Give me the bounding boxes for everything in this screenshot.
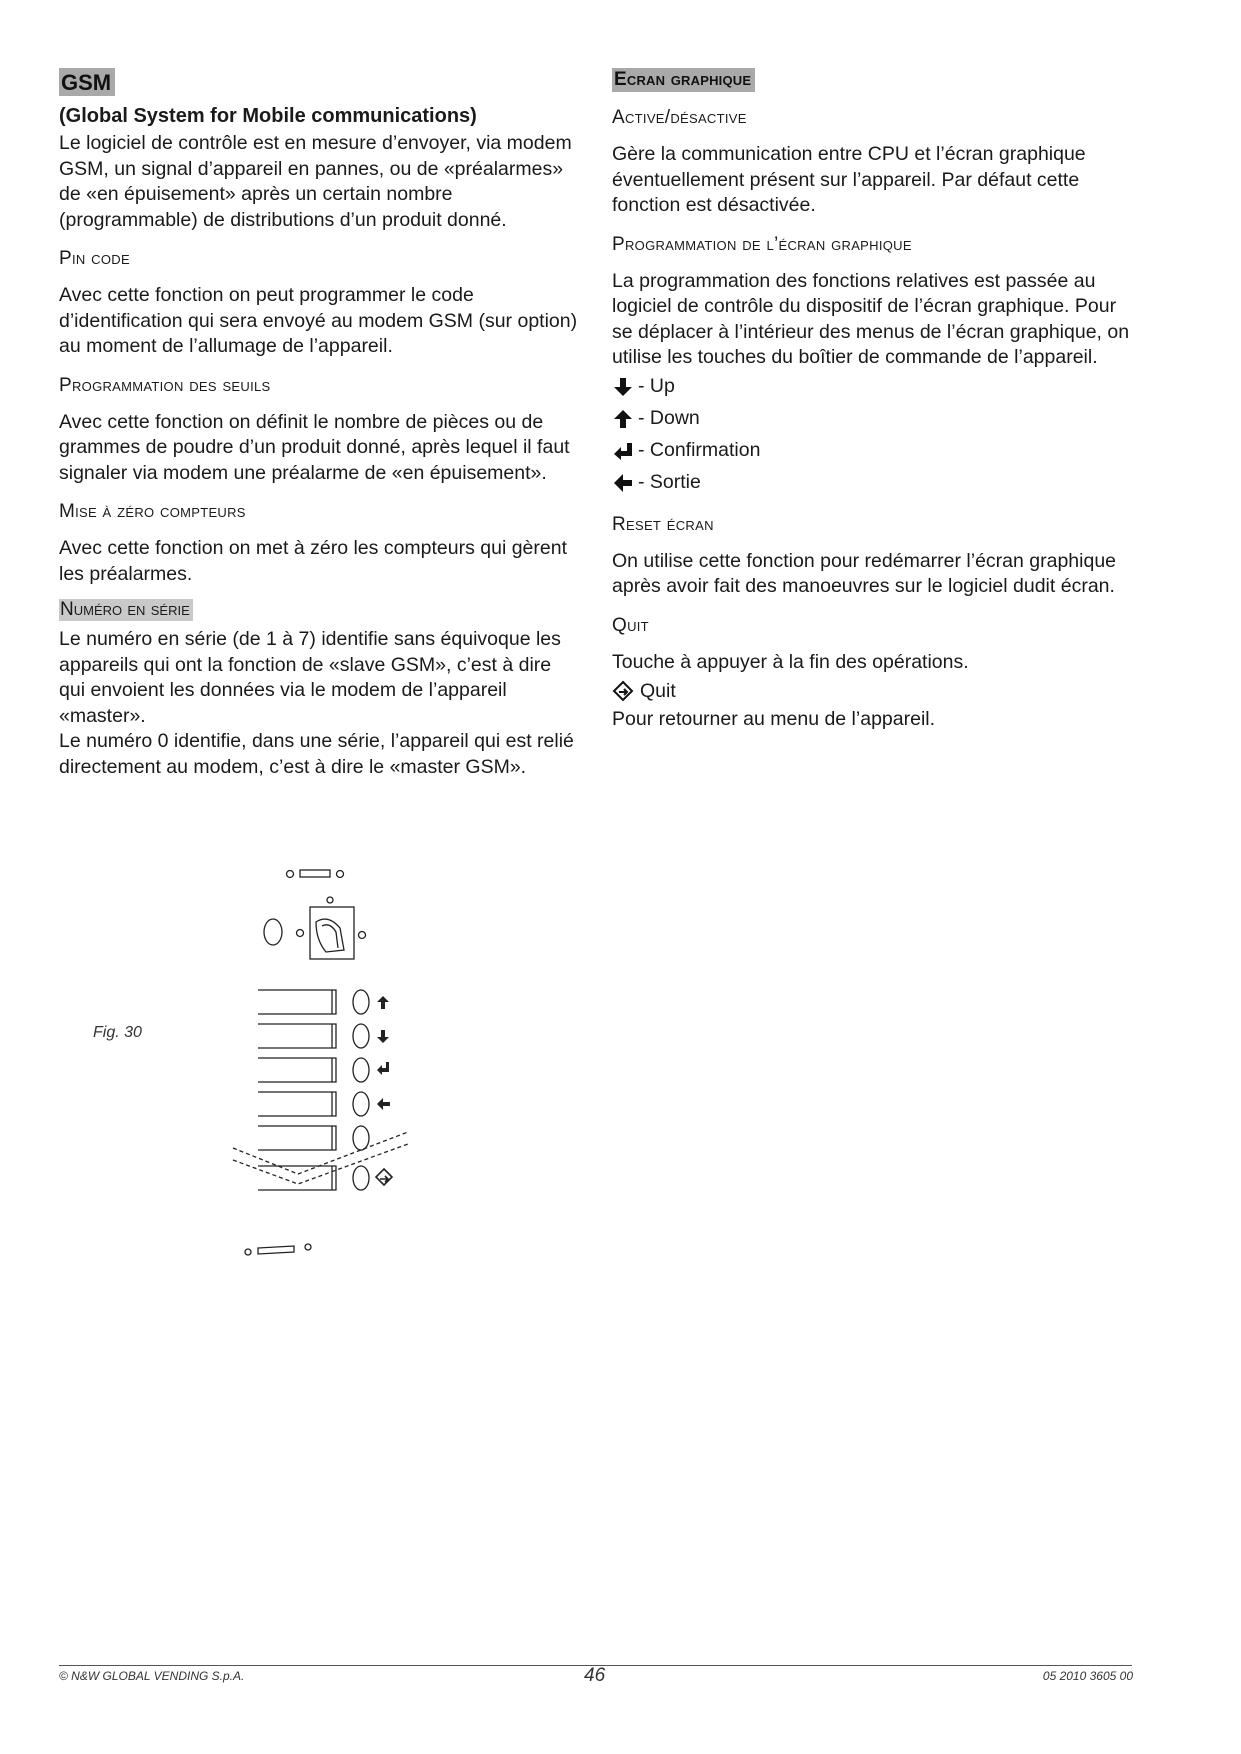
key-quit-row <box>612 675 1132 707</box>
pin-code-text: Avec cette fonction on peut programmer le code d’identification qui sera envoyé au modem GSM (sur option) au moment de l’allumage de l’appareil. <box>59 284 578 357</box>
key-confirm-row <box>612 435 1132 467</box>
key-exit-row <box>612 467 1132 499</box>
key-up-row <box>612 371 1132 403</box>
arrow-down-icon <box>612 376 634 398</box>
reset-counters-heading: Mise à zéro compteurs <box>59 501 246 522</box>
serial-number-heading: Numéro en série <box>59 599 193 621</box>
footer-copyright: © N&W GLOBAL VENDING S.p.A. <box>59 1669 245 1683</box>
screen-programming-text: La programmation des fonctions relatives est passée au logiciel de contrôle du dispositif de l’écran graphique. Pour se déplacer à l’intérieur des menus de l’écran graphique, on utilise les touches du boîtier de commande de l’appareil. <box>612 269 1130 368</box>
gsm-subtitle: (Global System for Mobile communications) <box>59 105 477 127</box>
figure-down-arrow-icon <box>377 1030 389 1043</box>
coin-mechanism-icon <box>264 907 366 959</box>
figure-up-arrow-icon <box>377 996 389 1009</box>
key-quit-label: Quit <box>640 679 676 702</box>
break-line <box>233 1132 408 1174</box>
serial-number-text-1: Le numéro en série (de 1 à 7) identifie sans équivoque les appareils qui ont la fonction de «slave GSM», c’est à dire qui envoient les données via le modem de l’appareil «master». <box>59 628 561 727</box>
arrow-left-icon <box>612 472 634 494</box>
graphic-screen-title: Ecran graphique <box>612 68 755 92</box>
quit-heading: Quit <box>612 614 649 636</box>
activate-heading: Active/désactive <box>612 107 747 128</box>
screen-programming-heading: Programmation de l’écran graphique <box>612 233 912 255</box>
gsm-title: GSM <box>59 68 115 96</box>
quit-text: Touche à appuyer à la fin des opérations. <box>612 650 969 673</box>
activate-text: Gère la communication entre CPU et l’écran graphique éventuellement présent sur l’appareil. Par défaut cette fonction est désactivée. <box>612 143 1086 216</box>
pin-code-heading: Pin code <box>59 248 130 269</box>
reset-screen-text: On utilise cette fonction pour redémarrer l’écran graphique après avoir fait des manoeuvres sur le logiciel dudit écran. <box>612 549 1117 597</box>
threshold-heading: Programmation des seuils <box>59 374 271 396</box>
figure-enter-icon <box>377 1062 389 1075</box>
gsm-text: Le logiciel de contrôle est en mesure d’envoyer, via modem GSM, un signal d’appareil en pannes, ou de «préalarmes» de «en épuisement» après un certain nombre (programmable) de distributions d’un produit donné. <box>59 132 572 231</box>
return-text: Pour retourner au menu de l’appareil. <box>612 708 936 730</box>
top-slot-icon <box>287 870 344 878</box>
threshold-text: Avec cette fonction on définit le nombre de pièces ou de grammes de poudre d’un produit donné, après lequel il faut signaler via modem une préalarme de «en épuisement». <box>59 410 570 484</box>
bottom-slot-icon <box>245 1244 311 1255</box>
figure-caption: Fig. 30 <box>93 1024 142 1041</box>
key-down-row <box>612 403 1132 435</box>
footer-doc-code: 05 2010 3605 00 <box>1042 1669 1133 1683</box>
arrow-up-icon <box>612 408 634 430</box>
right-column <box>612 68 1132 733</box>
key-exit-label: - Sortie <box>638 471 701 493</box>
coin-hole-icon <box>327 897 333 903</box>
figure-quit-icon <box>376 1169 392 1185</box>
figure-back-arrow-icon <box>377 1098 390 1110</box>
enter-icon <box>612 440 634 462</box>
quit-diamond-icon <box>612 680 634 702</box>
key-down-label: - Down <box>638 407 700 429</box>
reset-counters-text: Avec cette fonction on met à zéro les compteurs qui gèrent les préalarmes. <box>59 537 567 585</box>
page-number: 46 <box>584 1665 606 1686</box>
selection-buttons <box>258 990 369 1190</box>
reset-screen-heading: Reset écran <box>612 513 714 535</box>
control-panel-figure <box>218 862 418 1282</box>
left-column <box>59 68 579 780</box>
key-confirm-label: - Confirmation <box>638 439 761 461</box>
serial-number-text-2: Le numéro 0 identifie, dans une série, l’appareil qui est relié directement au modem, c’est à dire le «master GSM». <box>59 730 574 778</box>
key-up-label: - Up <box>638 375 675 397</box>
